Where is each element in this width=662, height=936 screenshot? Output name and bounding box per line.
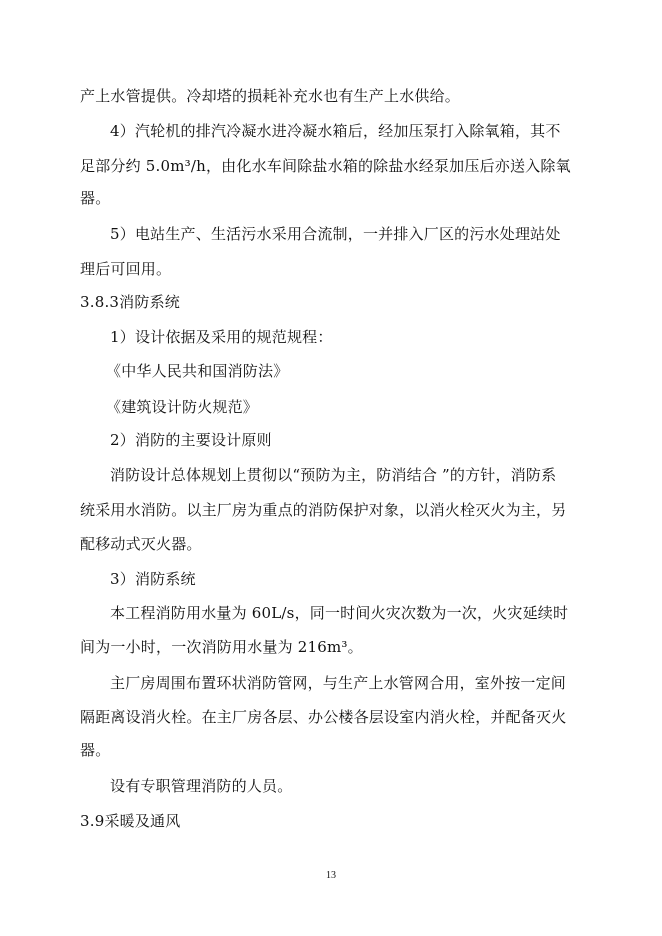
paragraph-line: 理后可回用。	[80, 260, 172, 278]
paragraph-line: 5）电站生产、生活污水采用合流制，一并排入厂区的污水处理站处	[110, 225, 561, 243]
paragraph-line: 4）汽轮机的排汽冷凝水进冷凝水箱后，经加压泵打入除氧箱，其不	[110, 122, 561, 140]
paragraph-line: 器。	[80, 189, 111, 207]
paragraph-line: 主厂房周围布置环状消防管网，与生产上水管网合用，室外按一定间	[110, 674, 567, 692]
regulation-title: 《中华人民共和国消防法》	[106, 362, 289, 380]
paragraph-line: 消防设计总体规划上贯彻以“预防为主，防消结合 ”的方针，消防系	[110, 466, 557, 484]
paragraph-line: 设有专职管理消防的人员。	[110, 777, 293, 795]
paragraph-line: 3）消防系统	[110, 570, 196, 588]
paragraph-line: 1）设计依据及采用的规范规程：	[110, 328, 333, 346]
paragraph-line: 统采用水消防。以主厂房为重点的消防保护对象，以消火栓灭火为主，另	[80, 501, 567, 519]
paragraph-line: 器。	[80, 741, 111, 759]
page-number: 13	[326, 870, 336, 881]
paragraph-line: 足部分约 5.0m³/h，由化水车间除盐水箱的除盐水经泵加压后亦送入除氧	[80, 157, 571, 175]
paragraph-line: 本工程消防用水量为 60L/s，同一时间火灾次数为一次，火灾延续时	[110, 604, 569, 622]
regulation-title: 《建筑设计防火规范》	[106, 398, 259, 416]
paragraph-line: 隔距离设消火栓。在主厂房各层、办公楼各层设室内消火栓，并配备灭火	[80, 708, 567, 726]
section-heading: 3.9采暖及通风	[80, 812, 181, 830]
paragraph-line: 间为一小时，一次消防用水量为 216m³。	[80, 638, 363, 656]
paragraph-line: 产上水管提供。冷却塔的损耗补充水也有生产上水供给。	[80, 87, 461, 105]
section-heading: 3.8.3消防系统	[80, 293, 180, 311]
paragraph-line: 2）消防的主要设计原则	[110, 431, 272, 449]
paragraph-line: 配移动式灭火器。	[80, 535, 202, 553]
